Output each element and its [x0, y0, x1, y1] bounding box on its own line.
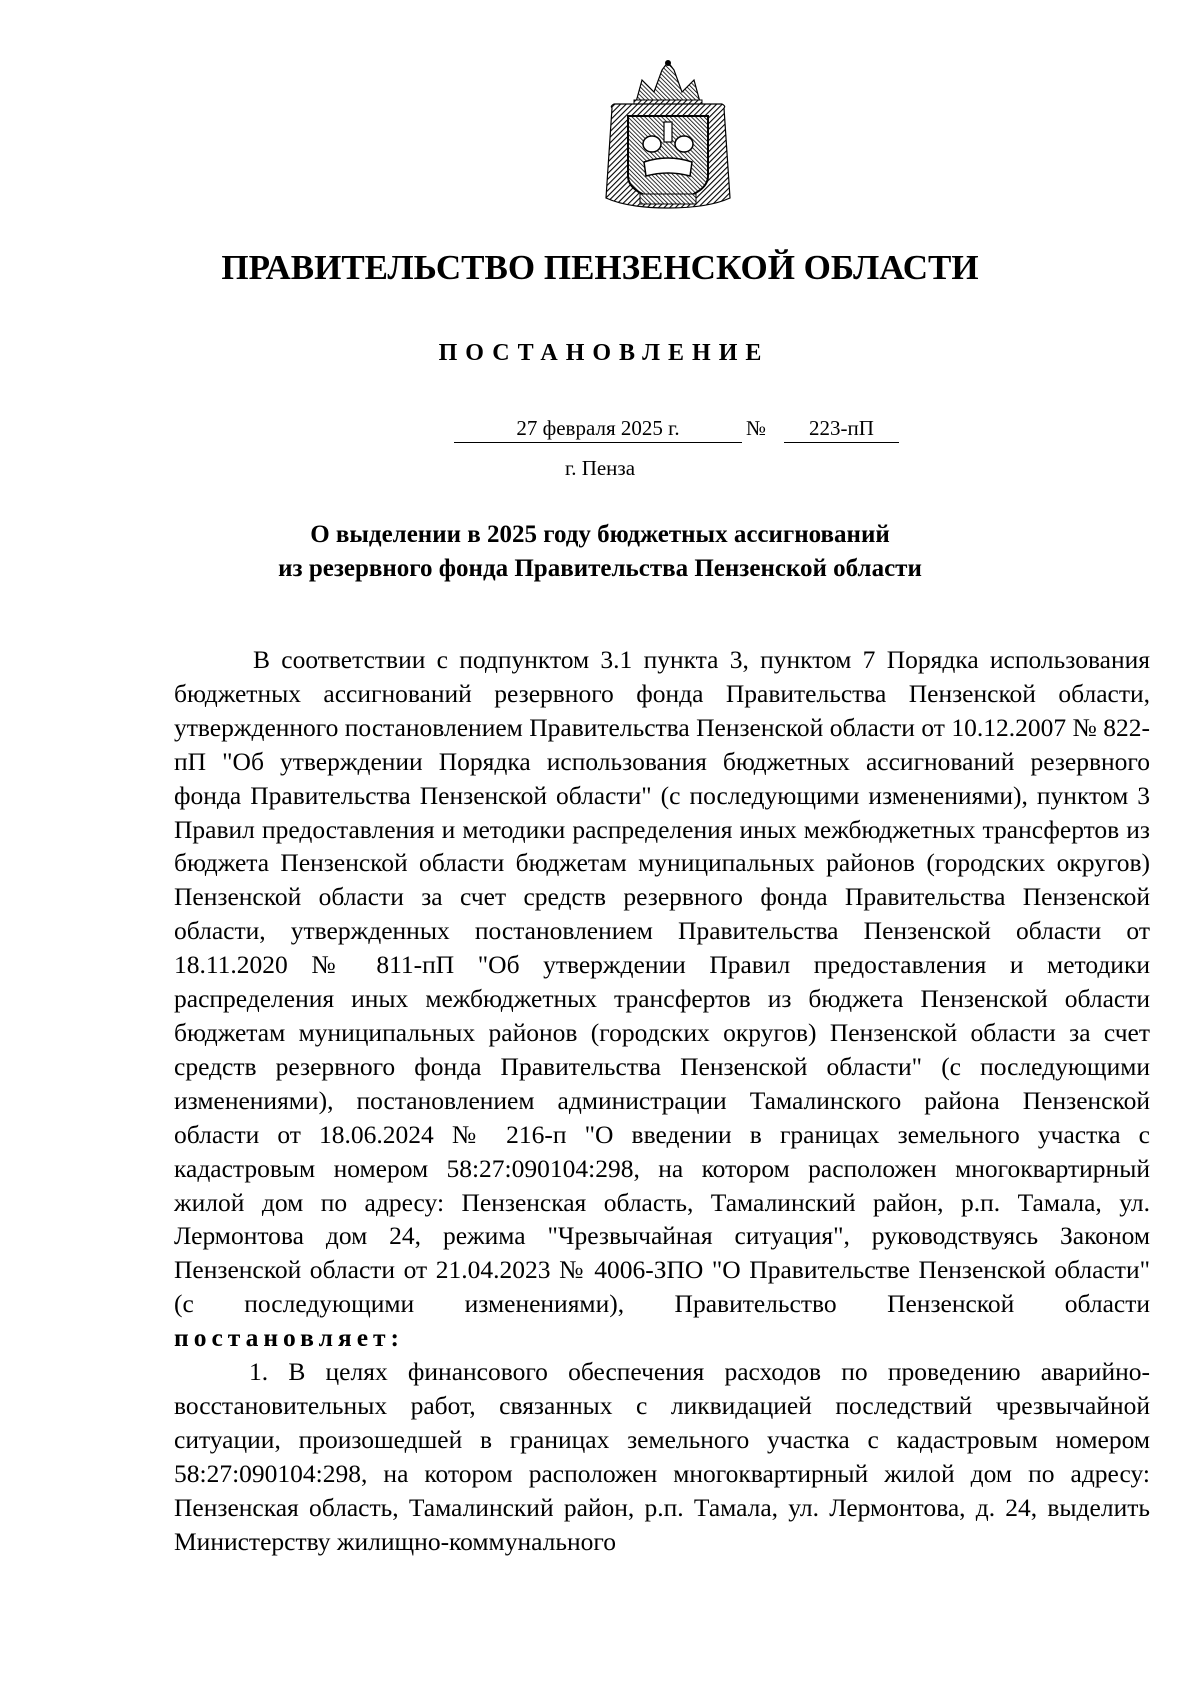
- coat-of-arms-icon: [598, 58, 738, 210]
- document-subject: [0, 518, 1200, 586]
- document-date: 27 февраля 2025 г.: [454, 414, 742, 443]
- clause-1-paragraph: 1. В целях финансового обеспечения расходов по проведению аварийно-восстановительных работ, связанных с ликвидацией последствий чрезвычайной ситуации, произошедшей в границах земельного участка с кадастровым номером 58:27:090104:298, на котором расположен многоквартирный жилой дом по адресу: Пензенская область, Тамалинский район, р.п. Тамала, ул. Лермонтова, д. 24, выделить Министерству жилищно-коммунального: [174, 1357, 1150, 1556]
- organization-title: ПРАВИТЕЛЬСТВО ПЕНЗЕНСКОЙ ОБЛАСТИ: [221, 248, 979, 287]
- document-number: 223-пП: [784, 414, 899, 443]
- date-number-line: [0, 414, 1200, 444]
- document-type: ПОСТАНОВЛЕНИЕ: [438, 340, 770, 366]
- decree-word: постановляет:: [174, 1323, 405, 1353]
- number-sign: №: [746, 416, 767, 440]
- preamble-text: В соответствии с подпунктом 3.1 пункта 3, пунктом 7 Порядка использования бюджетных ассигнований резервного фонда Правительства Пензенской области, утвержденного постановлением Правительства Пензенской области от 10.12.2007 № 822-пП "Об утверждении Порядка использования бюджетных ассигнований резервного фонда Правительства Пензенской области" (с последующими изменениями), пунктом 3 Правил предоставления и методики распределения иных межбюджетных трансфертов из бюджета Пензенской области бюджетам муниципальных районов (городских округов) Пензенской области за счет средств резервного фонда Правительства Пензенской области, утвержденных постановлением Правительства Пензенской области от 18.11.2020 № 811-пП "Об утверждении Правил предоставления и методики распределения иных межбюджетных трансфертов из бюджета Пензенской области бюджетам муниципальных районов (городских округов) Пензенской области за счет средств резервного фонда Правительства Пензенской области" (с последующими изменениями), постановлением администрации Тамалинского района Пензенской области от 18.06.2024 № 216-п "О введении в границах земельного участка с кадастровым номером 58:27:090104:298, на котором расположен многоквартирный жилой дом по адресу: Пензенская область, Тамалинский район, р.п. Тамала, ул. Лермонтова дом 24, режима "Чрезвычайная ситуация", руководствуясь Законом Пензенской области от 21.04.2023 № 4006-ЗПО "О Правительстве Пензенской области" (с последующими изменениями), Правительство Пензенской области: [174, 645, 1150, 1319]
- subject-line-2: из резервного фонда Правительства Пензенской области: [278, 555, 922, 582]
- document-body: [174, 643, 1150, 1558]
- subject-line-1: О выделении в 2025 году бюджетных ассигнований: [310, 521, 890, 548]
- preamble-paragraph: [174, 643, 1150, 1355]
- document-city: г. Пенза: [564, 456, 636, 480]
